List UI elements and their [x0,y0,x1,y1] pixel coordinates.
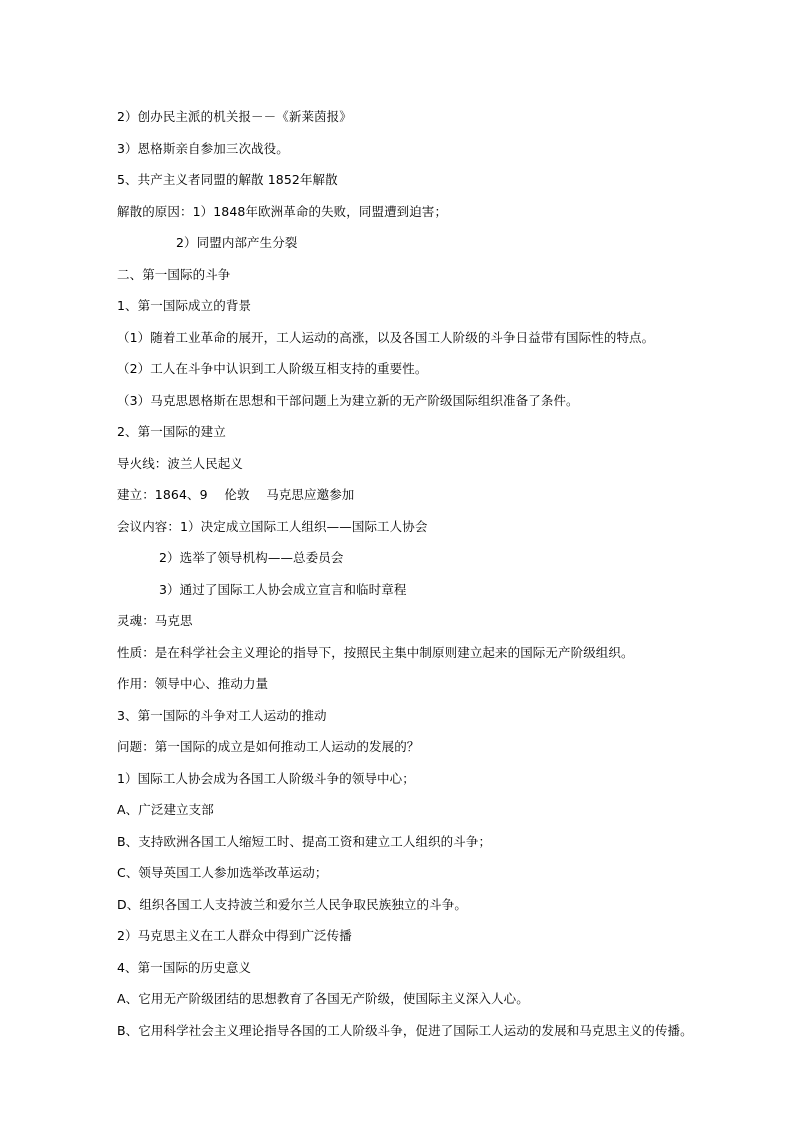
text-line: B、它用科学社会主义理论指导各国的工人阶级斗争，促进了国际工人运动的发展和马克思主义的传播。 [117,1022,693,1038]
text-line: 解散的原因：1）1848年欧洲革命的失败，同盟遭到迫害； [117,203,448,219]
text-line: 性质：是在科学社会主义理论的指导下，按照民主集中制原则建立起来的国际无产阶级组织。 [117,644,634,660]
section-heading: 5、共产主义者同盟的解散 1852年解散 [117,172,338,187]
section-heading: 1、第一国际成立的背景 [117,298,252,313]
text-line: A、它用无产阶级团结的思想教育了各国无产阶级，使国际主义深入人心。 [117,991,529,1006]
text-line: 2）选举了领导机构——总委员会 [159,550,344,565]
text-line: 2）马克思主义在工人群众中得到广泛传播 [117,928,352,943]
text-line: B、支持欧洲各国工人缩短工时、提高工资和建立工人组织的斗争； [117,833,492,849]
text-line: 会议内容：1）决定成立国际工人组织——国际工人协会 [117,518,428,534]
text-line: 3）通过了国际工人协会成立宣言和临时章程 [159,581,407,597]
text-line: 2）同盟内部产生分裂 [176,235,298,250]
section-heading: 2、第一国际的建立 [117,424,226,439]
text-line: C、领导英国工人参加选举改革运动； [117,865,328,880]
text-line: 3）恩格斯亲自参加三次战役。 [117,140,289,156]
text-line: 导火线：波兰人民起义 [117,455,244,471]
text-line: （3）马克思恩格斯在思想和干部问题上为建立新的无产阶级国际组织准备了条件。 [117,392,579,408]
text-line: （2）工人在斗争中认识到工人阶级互相支持的重要性。 [117,361,428,376]
document-body [117,101,757,1046]
text-line: D、组织各国工人支持波兰和爱尔兰人民争取民族独立的斗争。 [117,896,467,912]
text-line: 问题：第一国际的成立是如何推动工人运动的发展的？ [117,739,420,754]
text-line: 建立：1864、9 伦敦 马克思应邀参加 [117,487,355,502]
text-line: A、广泛建立支部 [117,802,214,817]
section-heading: 3、第一国际的斗争对工人运动的推动 [117,707,327,723]
text-line: 1）国际工人协会成为各国工人阶级斗争的领导中心； [117,770,415,786]
text-line: 灵魂：马克思 [117,613,193,628]
text-line: （1）随着工业革命的展开，工人运动的高涨，以及各国工人阶级的斗争日益带有国际性的特点。 [117,329,655,345]
section-heading: 二、第一国际的斗争 [117,266,231,282]
text-line: 2）创办民主派的机关报－－《新莱茵报》 [117,109,352,124]
section-heading: 4、第一国际的历史意义 [117,959,252,975]
text-line: 作用：领导中心、推动力量 [117,676,269,691]
